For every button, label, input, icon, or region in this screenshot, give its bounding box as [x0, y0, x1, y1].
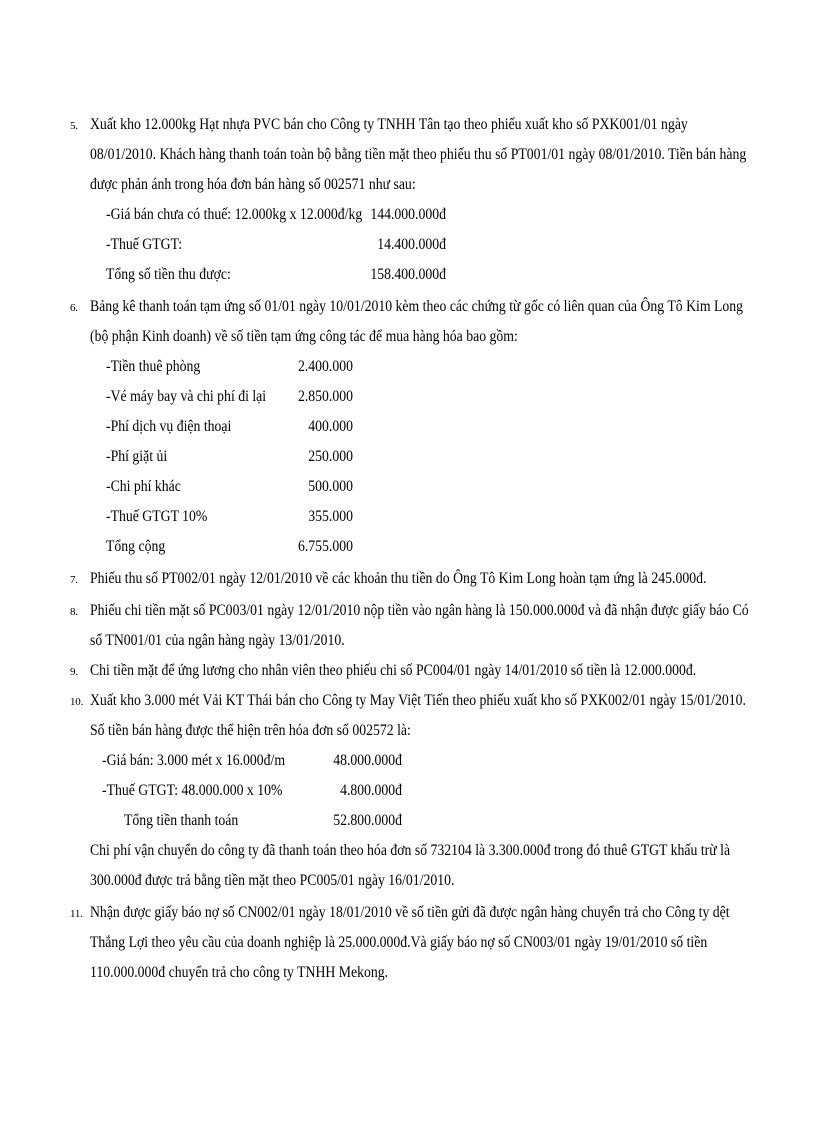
table-row — [106, 472, 353, 502]
item-number: 8. — [70, 606, 78, 618]
row-label: Tổng cộng — [106, 538, 166, 555]
row-label: -Thuế GTGT: 48.000.000 x 10% — [102, 782, 283, 799]
text-line: Chi phí vận chuyển do công ty đã thanh toán theo hóa đơn số 732104 là 3.300.000đ trong đó thuê GTGT khấu trừ là — [90, 842, 731, 859]
table-row — [102, 776, 402, 806]
row-value: 158.400.000đ — [370, 266, 446, 283]
row-value: 2.400.000 — [297, 358, 353, 375]
text-line: Xuất kho 12.000kg Hạt nhựa PVC bán cho Công ty TNHH Tân tạo theo phiếu xuất kho số PXK001/01 ngày — [90, 116, 688, 133]
item-number: 5. — [70, 120, 78, 132]
row-label: -Chi phí khác — [106, 478, 181, 495]
table-row — [106, 352, 353, 382]
row-value: 52.800.000đ — [333, 812, 402, 829]
item-number: 9. — [70, 666, 78, 678]
text-line: Thắng Lợi theo yêu cầu của doanh nghiệp là 25.000.000đ.Và giấy báo nợ số CN003/01 ngày 19/01/2010 số tiền — [90, 934, 708, 951]
table-row — [106, 382, 353, 412]
row-label: -Thuế GTGT 10% — [106, 508, 208, 525]
item-number: 7. — [70, 574, 78, 586]
row-value: 500.000 — [308, 478, 353, 495]
text-line: số TN001/01 của ngân hàng ngày 13/01/2010. — [90, 632, 345, 649]
item-number: 6. — [70, 302, 78, 314]
row-label: -Giá bán: 3.000 mét x 16.000đ/m — [102, 752, 286, 769]
table-row — [106, 260, 446, 290]
table-row — [106, 200, 446, 230]
text-line: 110.000.000đ chuyển trả cho công ty TNHH Mekong. — [90, 964, 389, 981]
text-line: được phản ánh trong hóa đơn bán hàng số 002571 như sau: — [90, 176, 416, 193]
item-text-continued — [90, 836, 780, 896]
row-value: 14.400.000đ — [377, 236, 446, 253]
row-value: 144.000.000đ — [370, 206, 446, 223]
text-line: Nhận được giấy báo nợ số CN002/01 ngày 18/01/2010 về số tiền gửi đã được ngân hàng chuyển trả cho Công ty dệt — [90, 904, 730, 921]
expense-table — [106, 352, 353, 562]
text-line: Phiếu thu số PT002/01 ngày 12/01/2010 về các khoản thu tiền do Ông Tô Kim Long hoàn tạm ứng là 245.000đ. — [90, 570, 707, 587]
row-label: -Phí dịch vụ điện thoại — [106, 418, 232, 435]
table-row — [102, 806, 402, 836]
table-row — [106, 442, 353, 472]
item-text — [90, 110, 780, 200]
item-number: 11. — [70, 908, 83, 920]
item-text — [90, 656, 780, 686]
row-label: -Vé máy bay và chi phí đi lại — [106, 388, 267, 405]
text-line: 08/01/2010. Khách hàng thanh toán toàn bộ bằng tiền mặt theo phiếu thu số PT001/01 ngày 08/01/2010. Tiền bán hàng — [90, 146, 747, 163]
row-label: Tổng tiền thanh toán — [124, 812, 239, 829]
table-row — [106, 230, 446, 260]
text-line: Bảng kê thanh toán tạm ứng số 01/01 ngày 10/01/2010 kèm theo các chứng từ gốc có liên quan của Ông Tô Kim Long — [90, 298, 744, 315]
row-value: 2.850.000 — [297, 388, 353, 405]
row-label: -Phí giặt ủi — [106, 448, 168, 465]
row-value: 48.000.000đ — [333, 752, 402, 769]
item-text — [90, 686, 780, 746]
row-label: -Giá bán chưa có thuế: 12.000kg x 12.000đ/kg — [106, 206, 363, 223]
row-value: 250.000 — [308, 448, 353, 465]
text-line: Phiếu chi tiền mặt số PC003/01 ngày 12/01/2010 nộp tiền vào ngân hàng là 150.000.000đ và đã nhận được giấy báo Có — [90, 602, 749, 619]
row-value: 355.000 — [308, 508, 353, 525]
text-line: (bộ phận Kinh doanh) về số tiền tạm ứng công tác để mua hàng hóa bao gồm: — [90, 328, 518, 345]
item-text — [90, 898, 780, 988]
item-number: 10. — [70, 696, 84, 708]
row-label: -Tiền thuê phòng — [106, 358, 201, 375]
table-row — [106, 532, 353, 562]
table-row — [106, 502, 353, 532]
text-line: 300.000đ được trả bằng tiền mặt theo PC005/01 ngày 16/01/2010. — [90, 872, 455, 889]
price-table — [106, 200, 446, 290]
sales-table — [102, 746, 402, 836]
row-value: 4.800.000đ — [340, 782, 402, 799]
item-text — [90, 596, 780, 656]
text-line: Số tiền bán hàng được thể hiện trên hóa đơn số 002572 là: — [90, 722, 411, 739]
text-line: Xuất kho 3.000 mét Vải KT Thái bán cho Công ty May Việt Tiến theo phiếu xuất kho số PXK002/01 ngày 15/01/2010. — [90, 692, 746, 709]
table-row — [106, 412, 353, 442]
table-row — [102, 746, 402, 776]
row-label: -Thuế GTGT: — [106, 236, 183, 253]
text-line: Chi tiền mặt để ứng lương cho nhân viên theo phiếu chi số PC004/01 ngày 14/01/2010 số tiền là 12.000.000đ. — [90, 662, 697, 679]
item-text — [90, 292, 780, 352]
row-label: Tổng số tiền thu được: — [106, 266, 231, 283]
row-value: 6.755.000 — [297, 538, 353, 555]
item-text — [90, 564, 780, 594]
row-value: 400.000 — [308, 418, 353, 435]
